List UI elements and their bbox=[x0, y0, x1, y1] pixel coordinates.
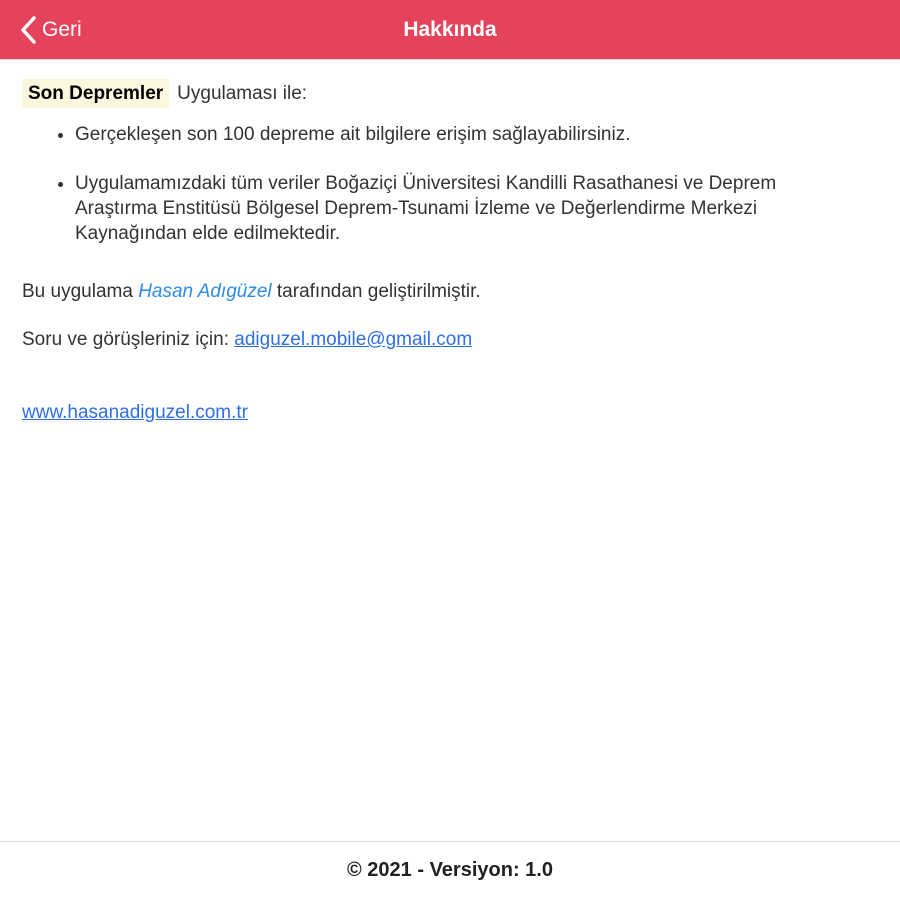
author-name: Hasan Adıgüzel bbox=[138, 281, 272, 302]
intro-suffix: Uygulaması ile: bbox=[177, 82, 308, 104]
email-link[interactable]: adiguzel.mobile@gmail.com bbox=[234, 329, 473, 350]
credit-suffix: tarafından geliştirilmiştir. bbox=[276, 281, 481, 302]
about-content bbox=[22, 78, 878, 423]
intro-line bbox=[22, 78, 878, 108]
header-bar bbox=[0, 0, 900, 60]
website-line bbox=[22, 400, 248, 425]
feature-list bbox=[22, 122, 878, 246]
credit-prefix: Bu uygulama bbox=[22, 281, 133, 302]
back-label: Geri bbox=[42, 18, 82, 41]
list-item: • Gerçekleşen son 100 depreme ait bilgilere erişim sağlayabilirsiniz. bbox=[75, 122, 878, 147]
credit-line bbox=[22, 279, 481, 304]
footer-version: © 2021 - Versiyon: 1.0 bbox=[0, 841, 900, 900]
page-title: Hakkında bbox=[403, 18, 497, 41]
contact-prefix: Soru ve görüşleriniz için: bbox=[22, 329, 229, 350]
app-name-badge: Son Depremler bbox=[22, 79, 169, 108]
list-item: • Uygulamamızdaki tüm veriler Boğaziçi Üniversitesi Kandilli Rasathanesi ve Deprem Araştırma Enstitüsü Bölgesel Deprem-Tsunami İzleme ve Değerlendirme Merkezi Kaynağından elde edilmektedir. bbox=[75, 171, 878, 246]
website-link[interactable]: www.hasanadiguzel.com.tr bbox=[22, 402, 248, 423]
contact-line bbox=[22, 327, 472, 352]
